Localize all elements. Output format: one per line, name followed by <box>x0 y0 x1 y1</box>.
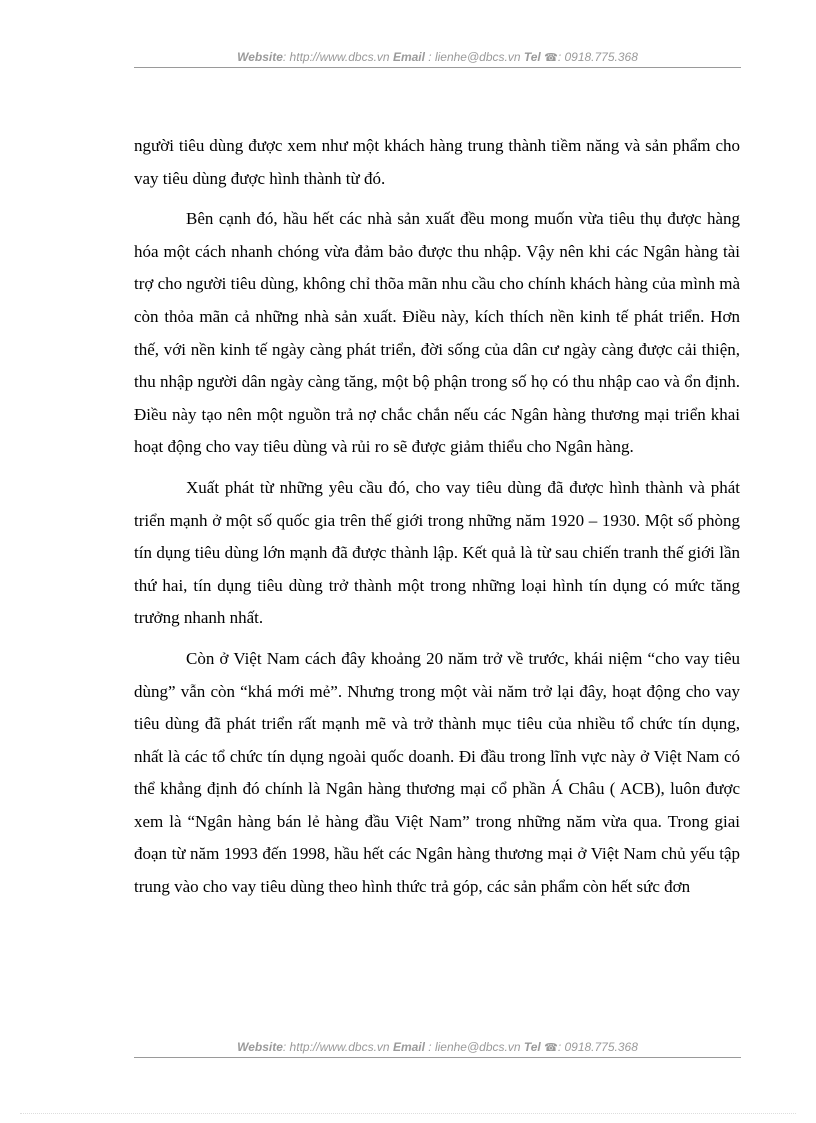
paragraph-1: người tiêu dùng được xem như một khách hàng trung thành tiềm năng và sản phẩm cho vay tiêu dùng được hình thành từ đó. <box>134 136 740 188</box>
footer-email-value: : lienhe@dbcs.vn <box>424 1040 524 1054</box>
footer-website-value: : http://www.dbcs.vn <box>282 1040 393 1054</box>
header-tel-label: Tel <box>523 50 541 64</box>
footer-tel-value: : 0918.775.368 <box>557 1040 638 1054</box>
footer-email-label: Email <box>392 1040 425 1054</box>
page-edge-divider <box>20 1113 796 1114</box>
header-rule <box>134 67 741 68</box>
header-email-value: : lienhe@dbcs.vn <box>424 50 524 64</box>
paragraph-4: Còn ở Việt Nam cách đây khoảng 20 năm trở về trước, khái niệm “cho vay tiêu dùng” vẫn còn “khá mới mẻ”. Nhưng trong một vài năm trở lại đây, hoạt động cho vay tiêu dùng đã phát triển rất mạnh mẽ và trở thành mục tiêu của nhiều tổ chức tín dụng, nhất là các tổ chức tín dụng ngoài quốc doanh. Đi đầu trong lĩnh vực này ở Việt Nam có thể khẳng định đó chính là Ngân hàng thương mại cổ phần Á Châu ( ACB), luôn được xem là “Ngân hàng bán lẻ hàng đầu Việt Nam” trong những năm vừa qua. Trong giai đoạn từ năm 1993 đến 1998, hầu hết các Ngân hàng thương mại ở Việt Nam chủ yếu tập trung vào cho vay tiêu dùng theo hình thức trả góp, các sản phẩm còn hết sức đơn <box>134 648 740 897</box>
footer-website-label: Website <box>237 1040 283 1054</box>
paragraph-3: Xuất phát từ những yêu cầu đó, cho vay tiêu dùng đã được hình thành và phát triển mạnh ở một số quốc gia trên thế giới trong những năm 1920 – 1930. Một số phòng tín dụng tiêu dùng lớn mạnh đã được thành lập. Kết quả là từ sau chiến tranh thế giới lần thứ hai, tín dụng tiêu dùng trở thành một trong những loại hình tín dụng có mức tăng trưởng nhanh nhất. <box>134 477 740 628</box>
body-text <box>134 130 740 912</box>
header-email-label: Email <box>392 50 425 64</box>
header-website-value: : http://www.dbcs.vn <box>282 50 393 64</box>
footer-tel-label: Tel <box>523 1040 541 1054</box>
page-footer <box>134 1039 741 1055</box>
header-website-label: Website <box>237 50 283 64</box>
phone-icon: ☎ <box>544 1042 558 1054</box>
page-header <box>134 49 741 65</box>
footer-rule <box>134 1057 741 1058</box>
header-tel-value: : 0918.775.368 <box>557 50 638 64</box>
paragraph-2: Bên cạnh đó, hầu hết các nhà sản xuất đều mong muốn vừa tiêu thụ được hàng hóa một cách nhanh chóng vừa đảm bảo được thu nhập. Vậy nên khi các Ngân hàng tài trợ cho người tiêu dùng, không chỉ thõa mãn nhu cầu cho chính khách hàng của mình mà còn thỏa mãn cả những nhà sản xuất. Điều này, kích thích nền kinh tế phát triển. Hơn thế, với nền kinh tế ngày càng phát triển, đời sống của dân cư ngày càng được cải thiện, thu nhập người dân ngày càng tăng, một bộ phận trong số họ có thu nhập cao và ổn định. Điều này tạo nên một nguồn trả nợ chắc chắn nếu các Ngân hàng thương mại triển khai hoạt động cho vay tiêu dùng và rủi ro sẽ được giảm thiểu cho Ngân hàng. <box>134 209 740 457</box>
phone-icon: ☎ <box>544 52 558 64</box>
